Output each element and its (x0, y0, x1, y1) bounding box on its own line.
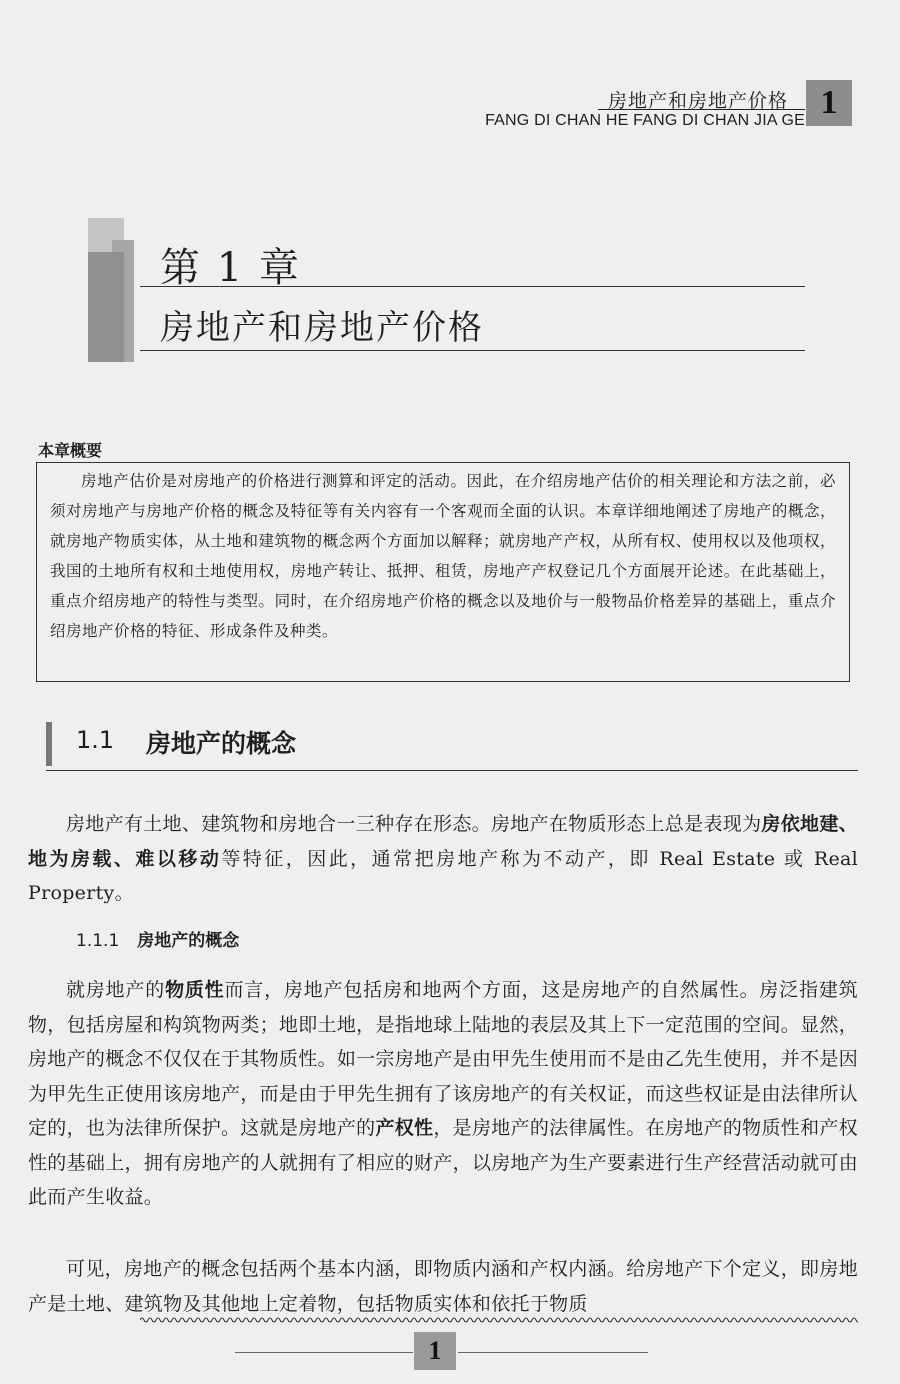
wavy-underline (140, 1316, 858, 1324)
footer-rule (235, 1352, 413, 1353)
footer-rule (458, 1352, 648, 1353)
subsection-title: 房地产的概念 (137, 931, 240, 951)
section-title: 房地产的概念 (146, 729, 297, 758)
chapter-badge: 1 (806, 80, 852, 126)
subsection-heading (76, 926, 239, 951)
page-number: 1 (414, 1332, 456, 1370)
chapter-rule (140, 286, 805, 287)
paragraph-text: 就房地产的 (66, 979, 166, 1001)
summary-label: 本章概要 (38, 441, 103, 460)
section-number: 1.1 (76, 726, 115, 754)
running-header-title: 房地产和房地产价格 (607, 90, 788, 112)
paragraph-emphasis: 房依地建、地为房载、难以移动 (28, 813, 858, 870)
paragraph-emphasis: 产权性 (375, 1117, 434, 1139)
paragraph-text: 等特征，因此，通常把房地产称为不动产，即 Real Estate 或 Real Property。 (28, 847, 858, 904)
chapter-number: 第 1 章 (160, 245, 301, 291)
paragraph: 可见，房地产的概念包括两个基本内涵，即物质内涵和产权内涵。给房地产下个定义，即房地产是土地、建筑物及其他地上定着物，包括物质实体和依托于物质 (28, 1258, 858, 1315)
chapter-title: 房地产和房地产价格 (160, 308, 484, 348)
paragraph (28, 807, 858, 911)
paragraph-text: 房地产有土地、建筑物和房地合一三种存在形态。房地产在物质形态上总是表现为 (66, 813, 762, 835)
running-header-pinyin: FANG DI CHAN HE FANG DI CHAN JIA GE (485, 112, 805, 129)
paragraph (28, 973, 858, 1215)
section-marker (46, 722, 52, 766)
paragraph-emphasis: 物质性 (165, 979, 225, 1001)
summary-text: 房地产估价是对房地产的价格进行测算和评定的活动。因此，在介绍房地产估价的相关理论和方法之前，必须对房地产与房地产价格的概念及特征等有关内容有一个客观而全面的认识。本章详细地阐述了房地产的概念，就房地产物质实体，从土地和建筑物的概念两个方面加以解释；就房地产产权，从所有权、使用权以及他项权，我国的土地所有权和土地使用权，房地产转让、抵押、租赁，房地产产权登记几个方面展开论述。在此基础上，重点介绍房地产的特性与类型。同时，在介绍房地产价格的概念以及地价与一般物品价格差异的基础上，重点介绍房地产价格的特征、形成条件及种类。 (50, 472, 836, 640)
paragraph-text: ，是房地产的法律属性。在房地产的物质性和产权性的基础上，拥有房地产的人就拥有了相应的财产，以房地产为生产要素进行生产经营活动就可由此而产生收益。 (28, 1117, 858, 1208)
subsection-number: 1.1.1 (76, 931, 120, 951)
section-rule (46, 770, 858, 771)
chapter-decoration (88, 252, 124, 362)
header-rule (598, 109, 805, 110)
chapter-rule (140, 350, 805, 351)
paragraph-text: 而言，房地产包括房和地两个方面，这是房地产的自然属性。房泛指建筑物，包括房屋和构筑物两类；地即土地，是指地球上陆地的表层及其上下一定范围的空间。显然，房地产的概念不仅仅在于其物质性。如一宗房地产是由甲先生使用而不是由乙先生使用，并不是因为甲先生正使用该房地产，而是由于甲先生拥有了该房地产的有关权证，而这些权证是由法律所认定的，也为法律所保护。这就是房地产的 (28, 979, 858, 1139)
